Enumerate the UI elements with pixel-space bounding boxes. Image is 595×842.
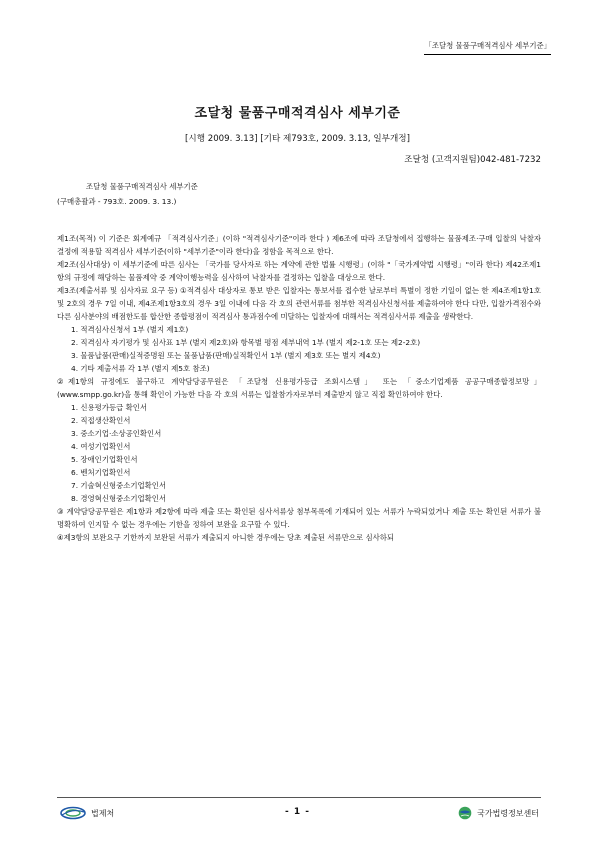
footer-right xyxy=(458,806,539,820)
document-body xyxy=(57,232,541,544)
article-3-p2-item: 5. 장애인기업확인서 xyxy=(71,455,138,464)
article-3-p2-item: 3. 중소기업·소상공인확인서 xyxy=(71,429,162,438)
footer-divider xyxy=(57,797,541,798)
article-3-p2-item: 1. 신용평가등급 확인서 xyxy=(71,403,148,412)
article-3-item: 1. 적격심사신청서 1부 (별지 제1호) xyxy=(71,325,189,334)
revision-info: [시행 2009. 3.13] [기타 제793호, 2009. 3.13, 일부개정] xyxy=(185,134,410,144)
article-1: 제1조(목적) 이 기준은 회계예규 「적격심사기준」(이하 "적격심사기준"이라 한다 ) 제6조에 따라 조달청에서 집행하는 물품제조·구매 입찰의 낙찰자 결정에 적용할 적격심사 세부기준(이하 "세부기준"이라 한다)을 정함을 목적으로 한다. xyxy=(57,234,541,256)
article-3-item: 3. 물품납품(판매)실적증명원 또는 물품납품(판매)실적확인서 1부 (별지 제3호 또는 별지 제4호) xyxy=(71,351,381,360)
preamble-title: 조달청 물품구매적격심사 세부기준 xyxy=(86,182,198,191)
globe-logo-icon xyxy=(458,806,472,820)
page-number: - 1 - xyxy=(285,807,310,817)
article-3-paragraph-1: 제3조(제출서류 및 심사자료 요구 등) ①적격심사 대상자로 통보 받은 입찰자는 통보서를 접수한 날로부터 특별이 정한 기일이 없는 한 제4조제1항1호 및 2호의 경우 7일 이내, 제4조제1항3호의 경우 3일 이내에 다음 각 호의 관련서류를 첨부한 적격심사신청서를 제출하여야 한다 다만, 입찰가격점수와 다른 심사분야의 배점한도를 합산한 종합평점이 적격심사 통과점수에 미달하는 입찰자에 대해서는 적격심사서류 제출을 생략한다. xyxy=(57,286,541,321)
footer-left-label: 법제처 xyxy=(91,808,115,818)
article-3-p2-item: 8. 경영혁신형중소기업확인서 xyxy=(71,494,167,503)
article-3-item: 2. 직격심사 자기평가 및 심사표 1부 (별지 제2호)와 항목별 평점 세부내역 1부 (별지 제2-1호 또는 제2-2호) xyxy=(71,338,421,347)
article-3-p2-item: 4. 여성기업확인서 xyxy=(71,442,131,451)
document-header-tag: 「조달청 물품구매적격심사 세부기준」 xyxy=(424,40,551,55)
article-3-paragraph-3: ③ 계약담당공무원은 제1항과 제2항에 따라 제출 또는 확인된 심사서류상 첨부목록에 기재되어 있는 서류가 누락되었거나 제출 또는 확인된 서류가 불명확하여 인지할 수 없는 경우에는 기한을 정하여 보완을 요구할 수 있다. xyxy=(57,507,541,529)
footer-right-label: 국가법령정보센터 xyxy=(477,808,539,818)
article-3-paragraph-4: ④제3항의 보완요구 기한까지 보완된 서류가 제출되지 아니한 경우에는 당초 제출된 서류만으로 심사하되 xyxy=(57,533,395,542)
article-3-item: 4. 기타 제출서류 각 1부 (별지 제5호 참조) xyxy=(71,364,210,373)
article-3-paragraph-2: ②제1항의 규정에도 불구하고 계약담당공무원은 「조달청 신용평가등급 조회시스템」 또는 「중소기업제품 공공구매종합정보망」(www.smpp.go.kr)을 통해 확인이 가능한 다음 각 호의 서류는 입찰참가자로부터 제출받지 않고 직접 확인하여야 한다. xyxy=(57,377,541,399)
article-2: 제2조(심사대상) 이 세부기준에 따른 심사는 「국가를 당사자로 하는 계약에 관한 법률 시행령」(이하 "「국가계약법 시행령」"이라 한다) 제42조제1항의 규정에 해당하는 물품제약 중 계약이행능력을 심사하여 낙찰자를 결정하는 입찰을 대상으로 한다. xyxy=(57,260,541,282)
article-3-p2-item: 6. 벤처기업확인서 xyxy=(71,468,131,477)
document-title: 조달청 물품구매적격심사 세부기준 xyxy=(194,106,401,121)
contact-info: 조달청 (고객지원팀)042-481-7232 xyxy=(404,155,541,165)
preamble-reference: (구매총괄과 - 793호. 2009. 3. 13.) xyxy=(57,197,177,206)
article-3-p2-item: 2. 직접생산확인서 xyxy=(71,416,131,425)
article-3-p2-item: 7. 기술혁신형중소기업확인서 xyxy=(71,481,167,490)
